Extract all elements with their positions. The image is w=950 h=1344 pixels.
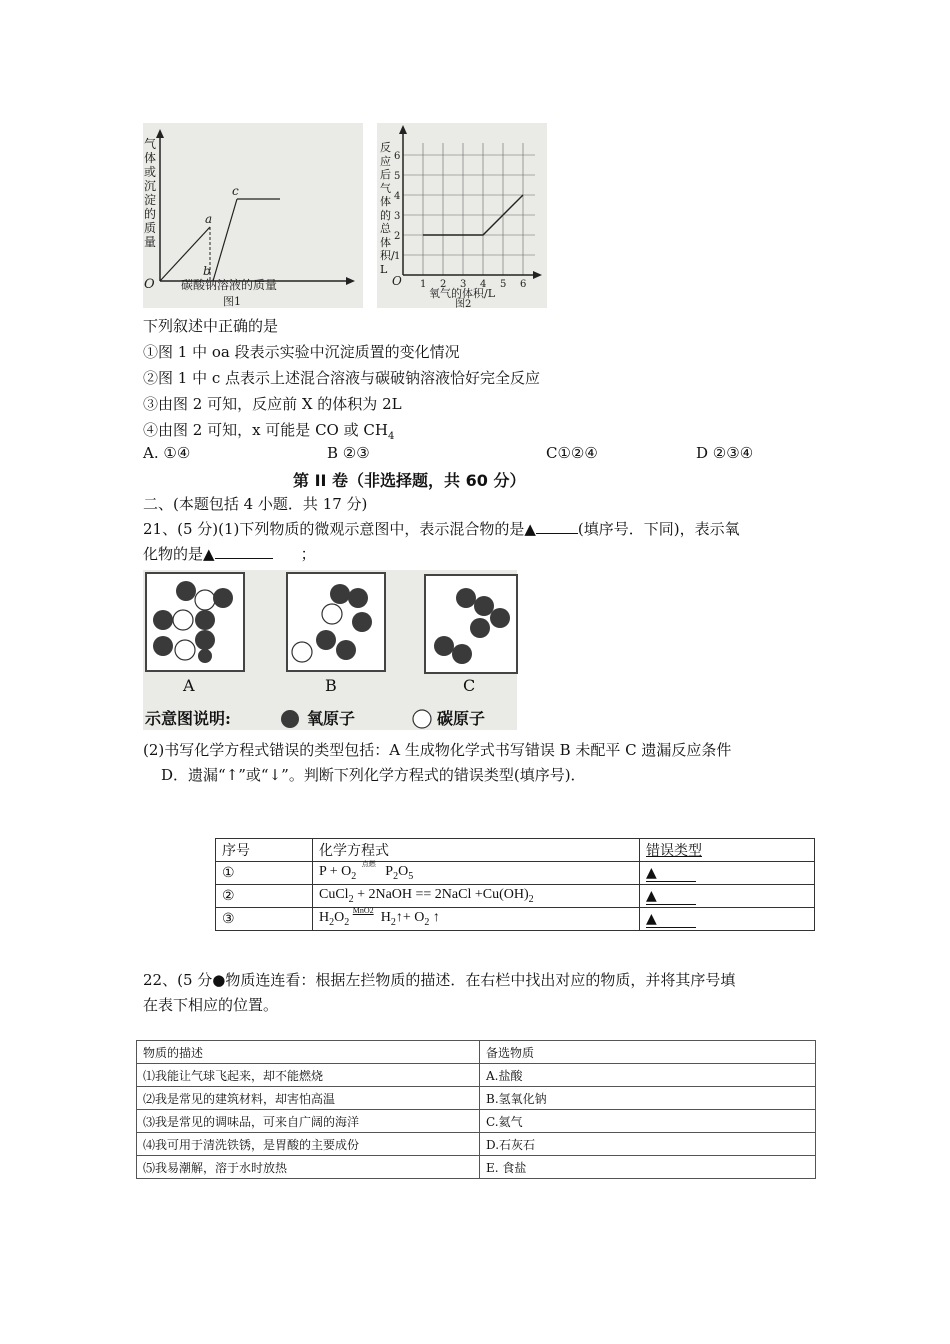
fig1-point-b: b [203, 264, 211, 278]
q21-part2-line-2: D．遗漏“↑”或“↓”。判断下列化学方程式的错误类型(填序号)． [161, 766, 586, 784]
q20-choice-a: A. ①④ [143, 444, 191, 462]
row-num: ① [216, 862, 313, 885]
fig1-point-c: c [232, 184, 239, 198]
legend-title: 示意图说明: [145, 709, 231, 728]
figure-1-svg [143, 123, 363, 308]
fig1-caption: 图1 [223, 295, 241, 308]
fig1-origin: O [144, 277, 155, 292]
fig1-point-a: a [205, 212, 213, 226]
fig2-y-tick: 5 [394, 171, 401, 182]
fig2-y-tick: 1 [394, 251, 401, 262]
q21-part2-line-1: (2)书写化学方程式错误的类型包括：A 生成物化学式书写错误 B 未配平 C 遗漏反应条件 [143, 741, 732, 759]
molecule-box-b [286, 572, 386, 672]
fig1-x-label: 碳酸钠溶液的质量 [181, 278, 278, 292]
matching-table [136, 1040, 816, 1179]
equation-cell: $H_2O_2$ MnO2 $H_2↑+ O_2$ ↑ [313, 908, 640, 931]
col-header-equation: 化学方程式 [313, 839, 640, 862]
fig2-caption: 图2 [455, 299, 472, 308]
col-header-error-type: 错误类型 [640, 839, 815, 862]
legend-oxygen-icon [279, 708, 301, 730]
table-row: ⑴我能让气球飞起来，却不能燃烧 A.盐酸 [137, 1064, 816, 1087]
fig2-x-tick: 3 [460, 279, 467, 290]
q22-line-2: 在表下相应的位置。 [143, 996, 279, 1014]
answer-cell[interactable]: ▲ [640, 908, 815, 931]
fig1-line-bc [213, 199, 237, 281]
fig2-x-tick: 4 [480, 279, 487, 290]
q22-line-1: 22、(5 分●物质连连看：根据左拦物质的描述．在右栏中找出对应的物质，并将其序号填 [143, 971, 736, 989]
q20-choice-b: B ②③ [327, 444, 370, 462]
fig2-x-tick: 2 [440, 279, 447, 290]
q20-option-2: ②图 1 中 c 点表示上述混合溶液与碳破钠溶液恰好完全反应 [143, 369, 541, 387]
equation-cell: CuCl$_2$ + 2NaOH == 2NaCl $+Cu(OH)_2$ [313, 885, 640, 908]
q21-line-2: 化物的是▲ ； [143, 545, 316, 563]
q20-choice-c: C①②④ [546, 444, 598, 462]
fig2-y-tick: 6 [394, 151, 401, 162]
fig2-y-tick: 2 [394, 231, 401, 242]
figure-2 [377, 123, 547, 308]
answer-cell[interactable]: ▲ [640, 885, 815, 908]
molecule-box-a [145, 572, 245, 672]
box-a-atoms [147, 574, 243, 670]
row-num: ② [216, 885, 313, 908]
table-row: ⑶我是常见的调味品，可来自广阔的海洋 C.氦气 [137, 1110, 816, 1133]
box-label-b: B [325, 676, 337, 695]
fig2-x-tick: 6 [520, 279, 527, 290]
table-row [216, 908, 815, 931]
q20-option-3: ③由图 2 可知，反应前 X 的体积为 2L [143, 395, 402, 413]
fig2-y-label: 反应后气体的总体积/L [380, 141, 395, 276]
answer-mark: ▲ [203, 545, 215, 563]
equation-table [215, 838, 815, 931]
table-row [216, 885, 815, 908]
answer-cell[interactable]: ▲ [640, 862, 815, 885]
q21-line-1: 21、(5 分)(1)下列物质的微观示意图中，表示混合物的是▲ (填序号．下同)，表示氧 [143, 520, 740, 538]
table-row: ⑸我易潮解，溶于水时放热 E. 食盐 [137, 1156, 816, 1179]
col-header-num: 序号 [216, 839, 313, 862]
answer-mark: ▲ [524, 520, 536, 538]
legend-carbon-icon [411, 708, 433, 730]
q20-option-1: ①图 1 中 oa 段表示实验中沉淀质置的变化情况 [143, 343, 460, 361]
fig2-y-tick: 4 [394, 191, 401, 202]
row-num: ③ [216, 908, 313, 931]
section-2-part: 二、(本题包括 4 小题．共 17 分) [143, 495, 368, 513]
fig2-y-tick: 3 [394, 211, 401, 222]
equation-cell: $P + O_2$ 点燃 $P_2O_5$ [313, 862, 640, 885]
legend-carbon-label: 碳原子 [437, 709, 486, 728]
table-row: ⑷我可用于清洗铁锈，是胃酸的主要成份 D.石灰石 [137, 1133, 816, 1156]
box-label-c: C [463, 676, 476, 695]
fig2-x-label: 氧气的体积/L [429, 287, 496, 300]
fig2-origin: O [392, 274, 402, 288]
fig2-x-tick: 1 [420, 279, 427, 290]
legend-oxygen-label: 氧原子 [307, 709, 356, 728]
table-row [216, 862, 815, 885]
fig2-x-tick: 5 [500, 279, 507, 290]
q20-option-4: ④由图 2 可知，x 可能是 CO 或 $CH_4$ [143, 421, 395, 442]
col-header-substance: 备选物质 [480, 1041, 816, 1064]
q20-prompt: 下列叙述中正确的是 [143, 317, 279, 335]
molecule-figure [143, 570, 517, 730]
figure-2-svg [377, 123, 547, 308]
molecule-box-c [424, 574, 518, 674]
q20-choice-d: D ②③④ [696, 444, 754, 462]
box-c-atoms [426, 576, 516, 672]
figure-1 [143, 123, 363, 308]
box-b-atoms [288, 574, 384, 670]
fig1-y-label: 气体或沉淀的质量 [144, 137, 157, 249]
table-row: ⑵我是常见的建筑材料，却害怕高温 B.氢氧化钠 [137, 1087, 816, 1110]
section-2-title: 第 II 卷（非选择题，共 60 分） [293, 471, 526, 490]
box-label-a: A [183, 676, 195, 695]
col-header-description: 物质的描述 [137, 1041, 480, 1064]
